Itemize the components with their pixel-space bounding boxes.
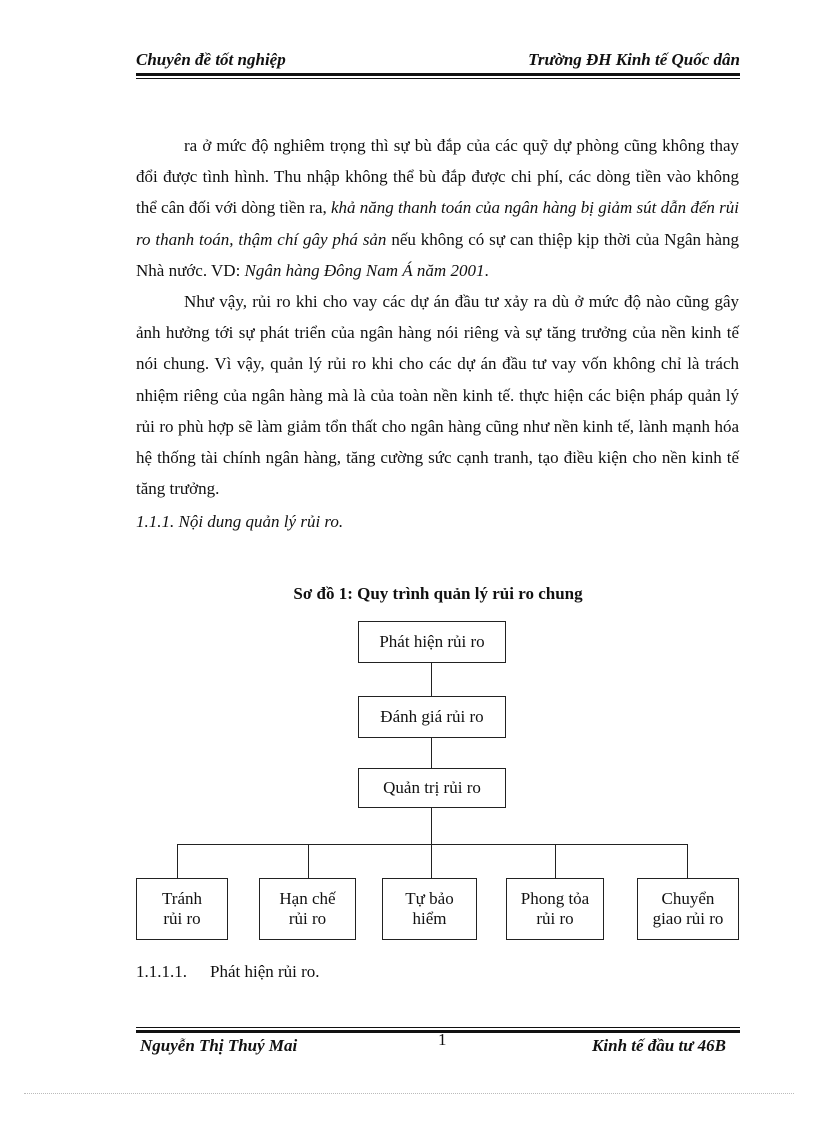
branch-drop-2 [308,844,309,878]
header-document-type: Chuyên đề tốt nghiệp [136,50,286,69]
footer-class: Kinh tế đầu tư 46B [592,1036,726,1055]
branch-line-2: giao rủi ro [652,909,724,928]
step-label: Phát hiện rủi ro [379,632,485,651]
paragraph-1 [136,130,739,286]
branch-horizontal-line [177,844,687,845]
subsection-title: Phát hiện rủi ro. [210,962,320,981]
body-text [136,130,739,538]
branch-line-2: rủi ro [536,909,574,928]
page-number: 1 [438,1030,447,1049]
connector-2-3 [431,738,432,768]
branch-line-1: Tự bảo [405,889,454,908]
connector-3-branch [431,808,432,845]
branch-line-1: Tránh [162,889,202,908]
branch-avoid-risk [136,878,228,940]
footer-author: Nguyễn Thị Thuý Mai [140,1036,298,1055]
step-label: Đánh giá rủi ro [380,707,484,726]
branch-line-2: rủi ro [163,909,201,928]
page-header [136,48,740,74]
branch-line-1: Chuyển [661,889,715,908]
branch-line-1: Hạn chế [279,889,336,908]
section-heading: 1.1.1. Nội dung quản lý rủi ro. [136,512,344,532]
branch-drop-3 [431,844,432,878]
p1-italic-d: Ngân hàng Đông Nam Á năm 2001 [244,260,485,280]
branch-line-2: hiểm [412,909,447,928]
branch-contain-risk [506,878,604,940]
page-footer [140,1030,740,1060]
header-university: Trường ĐH Kinh tế Quốc dân [528,50,740,69]
header-rule [136,73,740,79]
subsection-heading [136,962,320,982]
diagram-title: Sơ đồ 1: Quy trình quản lý rủi ro chung [293,584,583,603]
subsection-number: 1.1.1.1. [136,962,187,981]
step-label: Quản trị rủi ro [383,778,481,797]
p1-text-e: . [484,260,489,280]
paragraph-2: Như vậy, rủi ro khi cho vay các dự án đầu tư xảy ra dù ở mức độ nào cũng gây ảnh hưởng tới sự phát triển của ngân hàng nói riêng và sự tăng trưởng của nền kinh tế nói chung. Vì vậy, quản lý rủi ro khi cho các dự án đầu tư vay vốn không chỉ là trách nhiệm riêng của ngân hàng mà là của toàn nền kinh tế. thực hiện các biện pháp quản lý rủi ro phù hợp sẽ làm giảm tổn thất cho ngân hàng cũng như nền kinh tế, lành mạnh hóa hệ thống tài chính ngân hàng, tăng cường sức cạnh tranh, tạo điều kiện cho nền kinh tế tăng trưởng. [136,292,739,499]
branch-drop-5 [687,844,688,878]
diagram-step-detect [358,621,506,663]
diagram-step-manage [358,768,506,808]
branch-line-1: Phong tỏa [520,889,590,908]
branch-limit-risk [259,878,356,940]
connector-1-2 [431,663,432,696]
branch-self-insure [382,878,477,940]
diagram-step-assess [358,696,506,738]
p1-text-a: ra ở mức độ nghiêm trọng thì sự bù đắp của các quỹ dự phòng cũng không thay đổi được tình hình. Thu nhập không thể bù đắp được chi phí, các dòng tiền vào không thể cân đối với dòng tiền ra, [136,136,739,218]
p1-text-c: nếu không có sự can thiệp kịp thời của Ngân hàng Nhà nước. VD: [136,229,739,280]
branch-drop-1 [177,844,178,878]
page-edge-dotted-line [24,1093,794,1094]
branch-drop-4 [555,844,556,878]
branch-transfer-risk [637,878,739,940]
p1-italic-b: khả năng thanh toán của ngân hàng bị giảm sút dẫn đến rủi ro thanh toán, thậm chí gây phá sản [136,198,739,249]
branch-line-2: rủi ro [288,909,327,928]
